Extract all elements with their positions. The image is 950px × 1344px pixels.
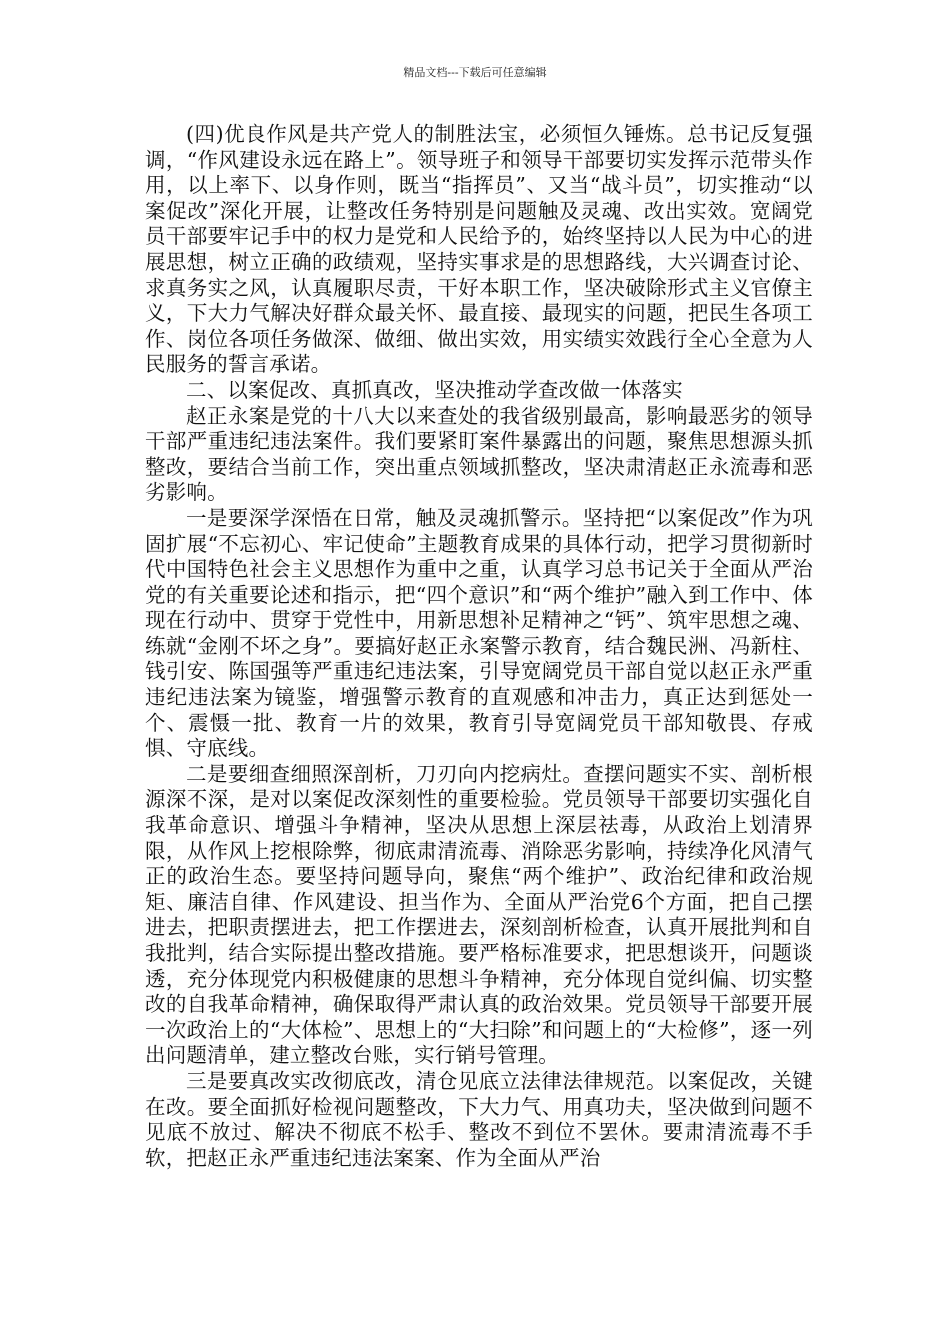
paragraph-point-2: 二是要细查细照深剖析，刀刃向内挖病灶。查摆问题实不实、剖析根源深不深，是对以案促改深刻性的重要检验。党员领导干部要切实强化自我革命意识、增强斗争精神，坚决从思想上深层祛毒，从政治上划清界限，从作风上挖根除弊，彻底肃清流毒、消除恶劣影响，持续净化风清气正的政治生态。要坚持问题导向，聚焦“两个维护”、政治纪律和政治规矩、廉洁自律、作风建设、担当作为、全面从严治党6个方面，把自己摆进去，把职责摆进去，把工作摆进去，深刻剖析检查，认真开展批判和自我批判，结合实际提出整改措施。要严格标准要求，把思想谈开，问题谈透，充分体现党内积极健康的思想斗争精神，充分体现自觉纠偏、切实整改的自我革命精神，确保取得严肃认真的政治效果。党员领导干部要开展一次政治上的“大体检”、思想上的“大扫除”和问题上的“大检修”，逐一列出问题清单，建立整改台账，实行销号管理。 xyxy=(145,761,813,1068)
paragraph-point-3: 三是要真改实改彻底改，清仓见底立法律法律规范。以案促改，关键在改。要全面抓好检视问题整改，下大力气、用真功夫，坚决做到问题不见底不放过、解决不彻底不松手、整改不到位不罢休。要肃清流毒不手软，把赵正永严重违纪违法案案、作为全面从严治 xyxy=(145,1068,813,1170)
document-body xyxy=(145,122,813,1171)
paragraph-section-4: (四)优良作风是共产党人的制胜法宝，必须恒久锤炼。总书记反复强调，“作风建设永远在路上”。领导班子和领导干部要切实发挥示范带头作用，以上率下、以身作则，既当“指挥员”、又当“战斗员”，切实推动“以案促改”深化开展，让整改任务特别是问题触及灵魂、改出实效。宽阔党员干部要牢记手中的权力是党和人民给予的，始终坚持以人民为中心的进展思想，树立正确的政绩观，坚持实事求是的思想路线，大兴调查讨论、求真务实之风，认真履职尽责，干好本职工作，坚决破除形式主义官僚主义，下大力气解决好群众最关怀、最直接、最现实的问题，把民生各项工作、岗位各项任务做深、做细、做出实效，用实绩实效践行全心全意为人民服务的誓言承诺。 xyxy=(145,122,813,377)
page-header: 精品文档---下载后可任意编辑 xyxy=(403,66,547,79)
section-heading-2: 二、以案促改、真抓真改，坚决推动学查改做一体落实 xyxy=(186,377,683,402)
paragraph-point-1: 一是要深学深悟在日常，触及灵魂抓警示。坚持把“以案促改”作为巩固扩展“不忘初心、牢记使命”主题教育成果的具体行动，把学习贯彻新时代中国特色社会主义思想作为重中之重，认真学习总书记关于全面从严治党的有关重要论述和指示，把“四个意识”和“两个维护”融入到工作中、体现在行动中、贯穿于党性中，用新思想补足精神之“钙”、筑牢思想之魂、练就“金刚不坏之身”。要搞好赵正永案警示教育，结合魏民洲、冯新柱、钱引安、陈国强等严重违纪违法案，引导宽阔党员干部自觉以赵正永严重违纪违法案为镜鉴，增强警示教育的直观感和冲击力，真正达到惩处一个、震慑一批、教育一片的效果，教育引导宽阔党员干部知敬畏、存戒惧、守底线。 xyxy=(145,505,813,761)
paragraph-case-intro: 赵正永案是党的十八大以来查处的我省级别最高，影响最恶劣的领导干部严重违纪违法案件。我们要紧盯案件暴露出的问题，聚焦思想源头抓整改，要结合当前工作，突出重点领域抓整改，坚决肃清赵正永流毒和恶劣影响。 xyxy=(145,403,813,505)
